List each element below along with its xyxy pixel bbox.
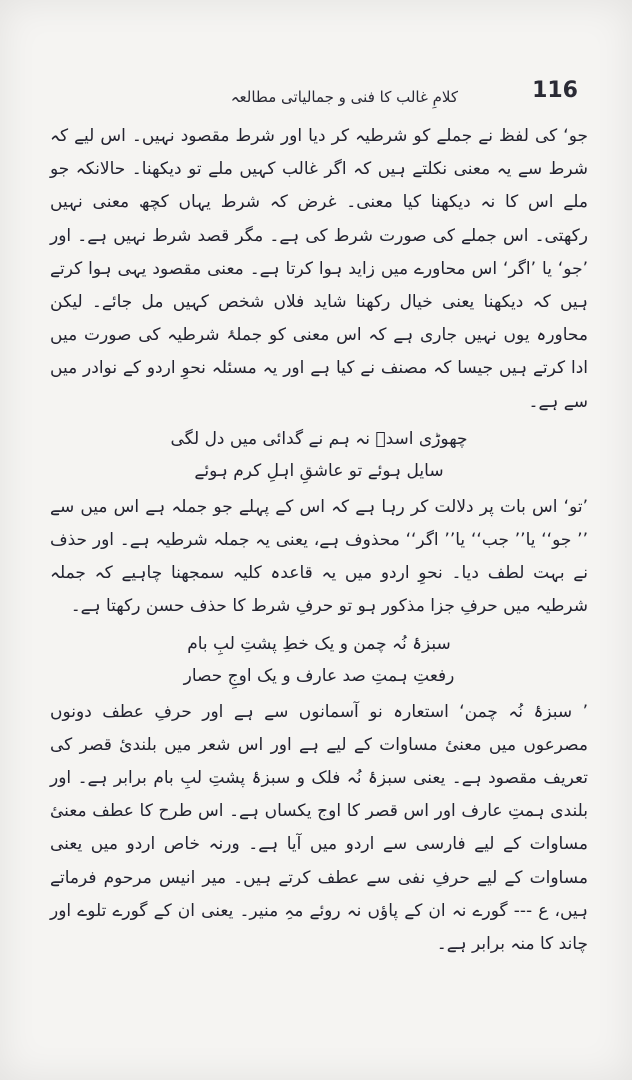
page-body — [50, 120, 588, 961]
paragraph-3: ’ سبزۂ نُہ چمن‘ استعارہ نو آسمانوں سے ہے اور حرفِ عطف دونوں مصرعوں میں معنیٔ مساوات کے لیے ہے اور اس شعر میں بلندیٔ قصر کی تعریف مقصود ہے۔ یعنی سبزۂ نُہ فلک و سبزۂ پشتِ لبِ بام برابر ہے۔ اور بلندی ہمتِ عارف اور اس قصر کا اوج یکساں ہے۔ اس طرح کا عطف معنیٔ مساوات کے لیے فارسی سے اردو میں آیا ہے۔ ورنہ خاص اردو میں یعنی مساوات کے لیے حرفِ نفی سے عطف کرتے ہیں۔ میر انیس مرحوم فرماتے ہیں، ع --- گورے نہ ان کے پاؤں نہ روئے مہِ منیر۔ یعنی ان کے گورے تلوے اور چاند کا منہ برابر ہے۔ — [50, 701, 588, 955]
couplet-1-line-1: چھوڑی اسدؔ نہ ہم نے گدائی میں دل لگی — [170, 428, 468, 449]
paragraph-1: جو‘ کی لفظ نے جملے کو شرطیہ کر دیا اور شرط مقصود نہیں۔ اس لیے کہ شرط سے یہ معنی نکلتے ہیں کہ اگر غالب کہیں ملے تو دیکھنا۔ حالانکہ جو ملے اس کا نہ دیکھنا کیا معنی۔ غرض کہ شرط یہاں کچھ معنی نہیں رکھتی۔ اس جملے کی صورت شرط کی ہے۔ مگر قصد شرط نہیں ہے۔ اور ’جو‘ یا ’اگر‘ اس محاورے میں زاید ہوا کرتا ہے۔ معنی مقصود یہی ہوا کرتے ہیں کہ دیکھنا یعنی خیال رکھنا شاید فلاں شخص کہیں مل جائے۔ لیکن محاورہ یوں نہیں جاری ہے کہ اس معنی کو جملۂ شرطیہ کی صورت میں ادا کرتے ہیں جیسا کہ مصنف نے کیا ہے اور یہ مسئلہ نحوِ اردو کے نوادر میں سے ہے۔ — [50, 126, 588, 412]
couplet-2 — [50, 628, 588, 692]
couplet-1-line-2: سایل ہوئے تو عاشقِ اہلِ کرم ہوئے — [194, 460, 444, 481]
couplet-1 — [50, 423, 588, 487]
paragraph-2: ’تو‘ اس بات پر دلالت کر رہا ہے کہ اس کے پہلے جو جملہ ہے اس میں سے ’’ جو‘‘ یا’’ جب‘‘ یا’’ اگر‘‘ محذوف ہے، یعنی یہ جملہ شرطیہ ہے۔ اور حذف نے بہت لطف دیا۔ نحوِ اردو میں یہ قاعدہ کلیہ سمجھنا چاہیے کہ جملہ شرطیہ میں حرفِ جزا مذکور ہو تو حرفِ شرط کا حذف حسن رکھتا ہے۔ — [50, 496, 588, 617]
couplet-2-line-1: سبزۂ نُہ چمن و یک خطِ پشتِ لبِ بام — [187, 633, 451, 654]
page-header — [60, 78, 578, 118]
page-number: 116 — [532, 78, 578, 103]
running-title: کلامِ غالب کا فنی و جمالیاتی مطالعہ — [230, 88, 458, 106]
couplet-2-line-2: رفعتِ ہمتِ صد عارف و یک اوجِ حصار — [183, 665, 455, 686]
